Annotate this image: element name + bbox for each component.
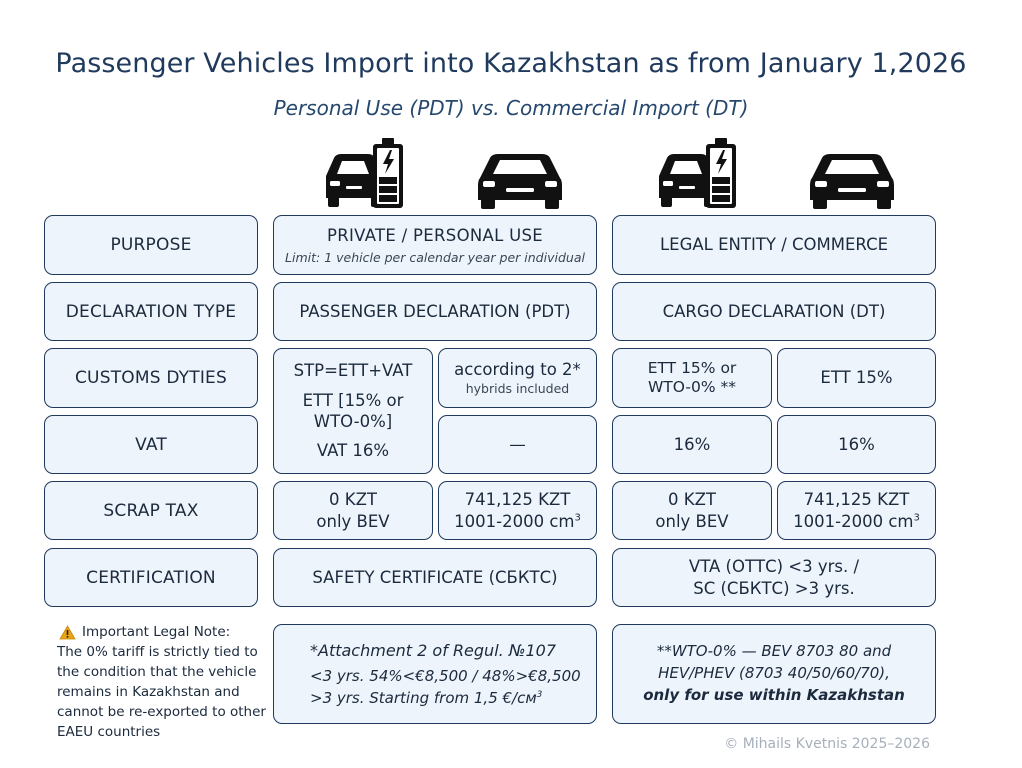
dt-ice-scrap-volume: 1001-2000 cm xyxy=(793,511,914,531)
dt-ice-vat-text: 16% xyxy=(838,434,875,454)
dt-declaration xyxy=(612,282,936,341)
row-label-purpose xyxy=(44,215,258,275)
dt-ev-scrap-note: only BEV xyxy=(655,511,729,531)
row-label-vat xyxy=(44,415,258,474)
dt-declaration-text: CARGO DECLARATION (DT) xyxy=(662,301,886,321)
pdt-ev-ett: ETT [15% or WTO-0%] xyxy=(302,390,404,431)
superscript: 3 xyxy=(536,689,543,700)
pdt-declaration xyxy=(273,282,597,341)
footnote-dt-line3: only for use within Kazakhstan xyxy=(643,685,905,704)
pdt-purpose-text: PRIVATE / PERSONAL USE xyxy=(326,225,544,245)
pdt-ice-scrap-volume: 1001-2000 cm xyxy=(454,511,575,531)
pdt-declaration-text: PASSENGER DECLARATION (PDT) xyxy=(299,301,571,321)
pdt-ev-vat: VAT 16% xyxy=(316,441,390,461)
footnote-pdt-line2: <3 yrs. 54%<€8,500 / 48%>€8,500 xyxy=(310,666,581,685)
row-label-declaration-type xyxy=(44,282,258,341)
pdt-ice-vat xyxy=(438,415,597,474)
ev-car-battery-icon xyxy=(655,136,747,210)
row-label-text: CUSTOMS DYTIES xyxy=(74,368,227,388)
dt-ev-vat-text: 16% xyxy=(673,434,711,454)
dt-ice-duties-text: ETT 15% xyxy=(820,368,893,388)
dt-ev-duties xyxy=(612,348,772,408)
row-label-text: SCRAP TAX xyxy=(103,500,199,521)
pdt-purpose xyxy=(273,215,597,275)
dt-ice-duties xyxy=(777,348,936,408)
pdt-purpose-limit: Limit: 1 vehicle per calendar year per individual xyxy=(285,250,585,266)
legal-note-body: The 0% tariff is strictly tied to the condition that the vehicle remains in Kazakhstan and cannot be re-exported to other EAEU countries xyxy=(57,644,266,740)
row-label-customs-duties xyxy=(44,348,258,408)
legal-note-heading: Important Legal Note: xyxy=(82,624,231,640)
dt-certification xyxy=(612,548,936,607)
dt-ice-vat xyxy=(777,415,936,474)
superscript: 3 xyxy=(913,512,920,523)
copyright: © Mihails Kvetnis 2025–2026 xyxy=(724,736,930,752)
superscript: 3 xyxy=(574,512,581,523)
dt-certification-line1: VTA (ОТТС) <3 yrs. / xyxy=(688,557,860,577)
dt-ev-scrap-amount: 0 KZT xyxy=(668,490,716,510)
pdt-ice-scrap-amount: 741,125 KZT xyxy=(464,490,571,510)
footnote-pdt xyxy=(273,624,597,724)
row-label-text: PURPOSE xyxy=(110,235,192,255)
pdt-ice-scrap xyxy=(438,481,597,540)
row-label-text: CERTIFICATION xyxy=(86,567,216,588)
row-label-text: VAT xyxy=(135,434,167,455)
dt-purpose xyxy=(612,215,936,275)
pdt-ice-duties-text: according to 2* xyxy=(454,360,581,380)
page-subtitle: Personal Use (PDT) vs. Commercial Import (DT) xyxy=(273,96,749,120)
dt-ev-duties-text: ETT 15% or WTO-0% ** xyxy=(647,358,737,396)
row-label-certification xyxy=(44,548,258,607)
dt-ice-scrap xyxy=(777,481,936,540)
car-icon xyxy=(476,150,564,210)
row-label-text: DECLARATION TYPE xyxy=(65,301,237,322)
footnote-pdt-line3: >3 yrs. Starting from 1,5 €/см xyxy=(310,688,537,707)
car-icon xyxy=(808,150,896,210)
pdt-certification-text: SAFETY CERTIFICATE (СБКТС) xyxy=(312,567,558,587)
pdt-ice-vat-text: — xyxy=(509,434,526,454)
footnote-dt xyxy=(612,624,936,724)
dt-ev-scrap xyxy=(612,481,772,540)
pdt-ev-scrap-note: only BEV xyxy=(316,511,390,531)
footnote-pdt-line1: *Attachment 2 of Regul. №107 xyxy=(310,640,556,660)
page-title: Passenger Vehicles Import into Kazakhstan as from January 1,2026 xyxy=(55,48,967,79)
ev-car-battery-icon xyxy=(322,136,414,210)
dt-ev-vat xyxy=(612,415,772,474)
pdt-ev-duties-vat xyxy=(273,348,433,474)
pdt-ev-scrap xyxy=(273,481,433,540)
pdt-certification xyxy=(273,548,597,607)
dt-ice-scrap-amount: 741,125 KZT xyxy=(803,490,910,510)
pdt-ev-stp: STP=ETT+VAT xyxy=(293,361,413,381)
footnote-dt-line1: **WTO-0% — BEV 8703 80 and xyxy=(656,642,892,661)
pdt-ice-duties-note: hybrids included xyxy=(465,380,570,396)
row-label-scrap-tax xyxy=(44,481,258,540)
warning-icon xyxy=(59,625,76,640)
footnote-dt-line2: HEV/PHEV (8703 40/50/60/70), xyxy=(658,664,890,683)
pdt-ev-scrap-amount: 0 KZT xyxy=(329,490,377,510)
dt-purpose-text: LEGAL ENTITY / COMMERCE xyxy=(659,235,889,255)
pdt-ice-duties xyxy=(438,348,597,408)
dt-certification-line2: SC (СБКТС) >3 yrs. xyxy=(693,578,855,598)
legal-note xyxy=(57,622,267,742)
